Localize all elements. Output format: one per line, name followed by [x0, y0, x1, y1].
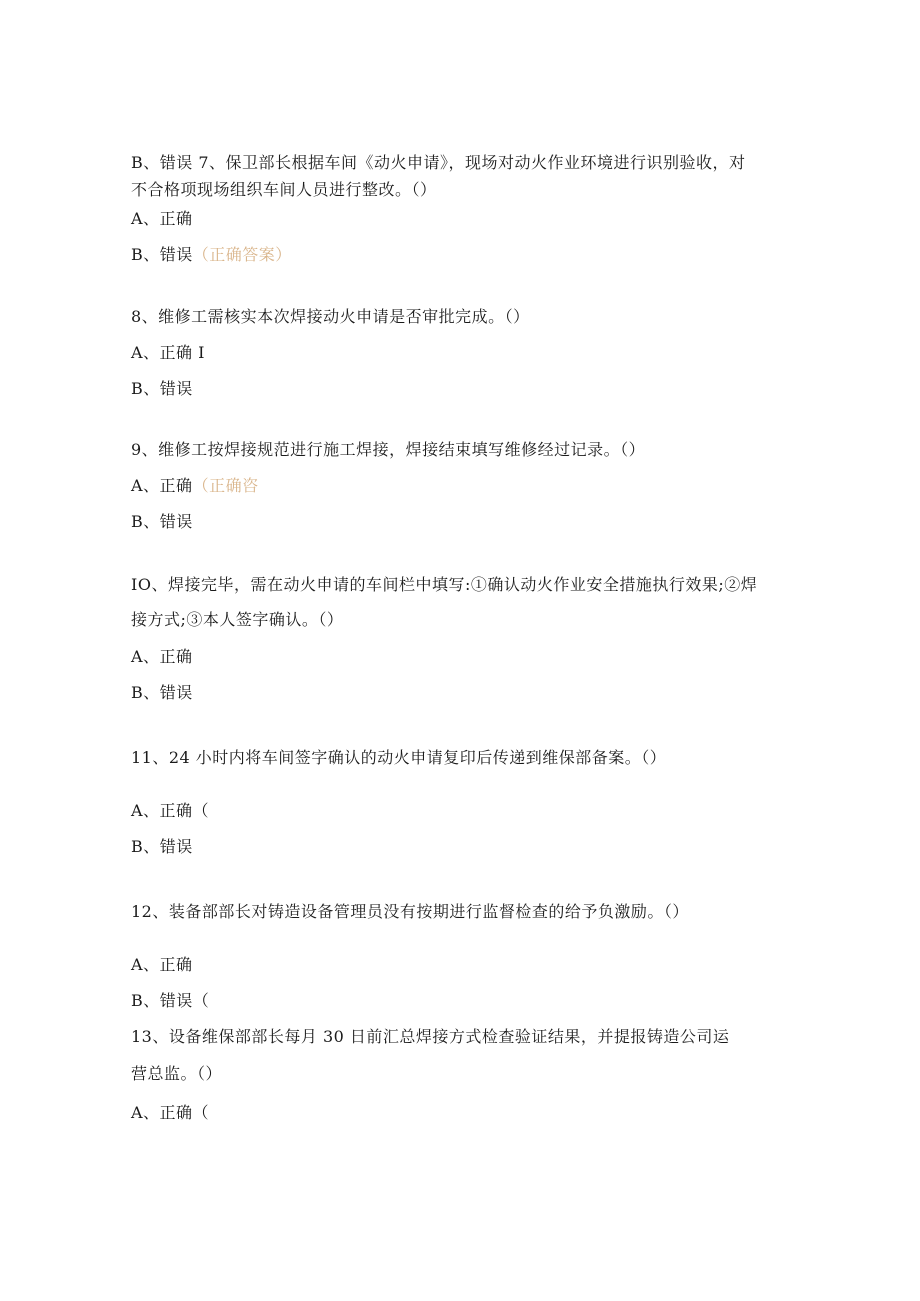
question-line [131, 902, 689, 922]
option-text: B、错误 [131, 837, 193, 856]
question-line [131, 575, 757, 595]
option-text: B、错误 [131, 512, 193, 531]
question-line [131, 610, 343, 630]
question-line [131, 307, 530, 327]
question-text: 11、24 小时内将车间签字确认的动火申请复印后传递到维保部备案。（） [131, 748, 667, 767]
question-text: 13、设备维保部部长每月 30 日前汇总焊接方式检查验证结果，并提报铸造公司运 [131, 1027, 730, 1046]
question-text: 8、维修工需核实本次焊接动火申请是否审批完成。（） [131, 307, 530, 326]
option-text: A、正确 [131, 955, 193, 974]
option-line [131, 955, 193, 975]
option-line [131, 245, 292, 265]
question-text: IO、焊接完毕，需在动火申请的车间栏中填写:①确认动火作业安全措施执行效果;②焊 [131, 575, 758, 594]
option-text: A、正确（ [131, 1103, 210, 1122]
option-line [131, 379, 193, 399]
question-line [131, 748, 666, 768]
option-line [131, 1103, 209, 1123]
question-line [131, 440, 645, 460]
option-line [131, 991, 209, 1011]
question-line [131, 1027, 729, 1047]
option-line [131, 512, 193, 532]
text-line [131, 153, 746, 173]
line-text: 不合格项现场组织车间人员进行整改。（） [131, 180, 437, 199]
question-text: 接方式;③本人签字确认。（） [131, 610, 344, 629]
correct-answer-mark: （正确答案） [192, 245, 292, 264]
option-line [131, 837, 193, 857]
option-text: B、错误 [131, 379, 193, 398]
option-text: A、正确（ [131, 801, 210, 820]
text-line [131, 180, 437, 200]
option-text: A、正确 I [131, 343, 205, 362]
option-text: B、错误（ [131, 991, 210, 1010]
option-line [131, 683, 193, 703]
option-text: A、正确 [131, 209, 193, 228]
option-text: A、正确 [131, 476, 193, 495]
option-line [131, 343, 205, 363]
line-text: B、错误 7、保卫部长根据车间《动火申请》，现场对动火作业环境进行识别验收，对 [131, 153, 746, 172]
option-text: B、错误 [131, 245, 193, 264]
question-line [131, 1064, 222, 1084]
correct-answer-mark: （正确咨 [192, 476, 259, 495]
option-line [131, 647, 193, 667]
option-text: A、正确 [131, 647, 193, 666]
question-text: 12、装备部部长对铸造设备管理员没有按期进行监督检查的给予负激励。（） [131, 902, 689, 921]
option-line [131, 209, 193, 229]
option-line [131, 801, 209, 821]
option-text: B、错误 [131, 683, 193, 702]
question-text: 9、维修工按焊接规范进行施工焊接，焊接结束填写维修经过记录。（） [131, 440, 646, 459]
question-text: 营总监。（） [131, 1064, 223, 1083]
option-line [131, 476, 259, 496]
